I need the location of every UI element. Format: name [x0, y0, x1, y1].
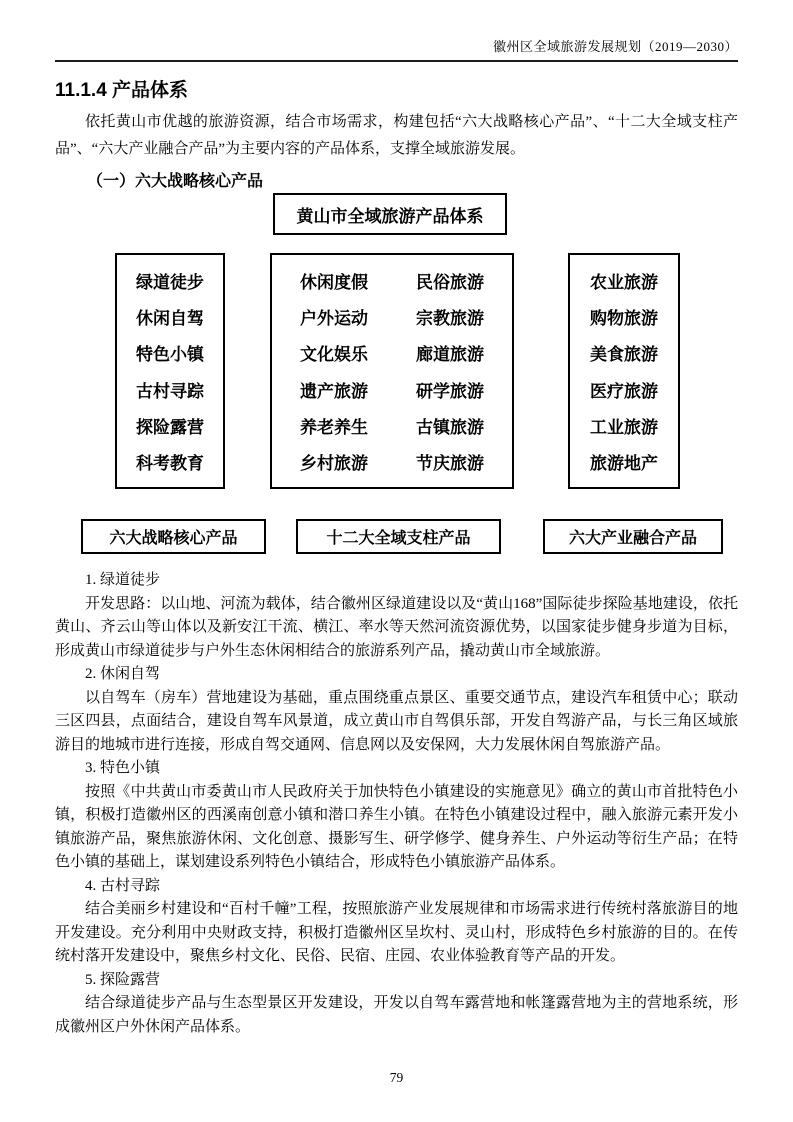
core-products-label-box	[81, 519, 266, 554]
diagram-item: 工业旅游	[590, 417, 658, 437]
diagram-item: 古镇旅游	[416, 417, 484, 437]
pillar-products-label-box	[296, 519, 501, 554]
section-1-text: 开发思路：以山地、河流为载体，结合徽州区绿道建设以及“黄山168”国际徒步探险基地建设，依托黄山、齐云山等山体以及新安江干流、横江、率水等天然河流资源优势，以国家徒步健身步道为目标，形成黄山市绿道徒步与户外生态休闲相结合的旅游系列产品，撬动黄山市全域旅游。	[55, 595, 738, 659]
header-divider	[55, 60, 738, 62]
page-header	[55, 0, 738, 55]
section-1-heading: 1. 绿道徒步	[85, 572, 161, 588]
diagram-item: 宗教旅游	[416, 308, 484, 328]
diagram-item: 研学旅游	[416, 381, 484, 401]
diagram-item: 节庆旅游	[416, 454, 484, 474]
section-2-text: 以自驾车（房车）营地建设为基础，重点围绕重点景区、重要交通节点，建设汽车租赁中心；联动三区四县，点面结合，建设自驾车风景道，成立黄山市自驾俱乐部，开发自驾游产品，与长三角区域旅游目的地城市进行连接，形成自驾交通网、信息网以及安保网，大力发展休闲自驾旅游产品。	[55, 689, 738, 753]
diagram-item: 科考教育	[136, 454, 204, 474]
diagram-item: 旅游地产	[590, 454, 658, 474]
diagram-item: 民俗旅游	[416, 272, 484, 292]
diagram-item: 购物旅游	[590, 308, 658, 328]
product-system-diagram	[55, 193, 738, 557]
diagram-item: 廊道旅游	[416, 345, 484, 365]
diagram-item: 养老养生	[300, 417, 368, 437]
page-number: 79	[389, 1070, 404, 1085]
section-2-heading: 2. 休闲自驾	[85, 666, 161, 682]
diagram-item: 医疗旅游	[590, 381, 658, 401]
diagram-item: 文化娱乐	[300, 345, 368, 365]
section-title: 11.1.4 产品体系	[55, 80, 189, 101]
diagram-item: 绿道徒步	[136, 272, 204, 292]
section-4-heading: 4. 古村寻踪	[85, 877, 161, 894]
diagram-item: 农业旅游	[590, 272, 658, 292]
diagram-label: 十二大全域支柱产品	[326, 530, 471, 547]
diagram-item: 美食旅游	[590, 345, 658, 365]
intro-paragraph: 依托黄山市优越的旅游资源，结合市场需求，构建包括“六大战略核心产品”、“十二大全域支柱产品”、“六大产业融合产品”为主要内容的产品体系，支撑全域旅游发展。	[55, 114, 738, 157]
diagram-item: 休闲自驾	[136, 308, 204, 328]
diagram-item: 特色小镇	[136, 345, 204, 365]
diagram-title-box	[273, 193, 507, 235]
subsection-title: （一）六大战略核心产品	[87, 173, 264, 190]
body-sections	[55, 569, 738, 1039]
pillar-products-box	[270, 253, 514, 489]
diagram-item: 乡村旅游	[300, 454, 368, 474]
fusion-products-box	[568, 253, 680, 489]
core-products-box	[115, 253, 225, 489]
diagram-label: 六大战略核心产品	[109, 530, 238, 547]
section-5-heading: 5. 探险露营	[85, 971, 161, 988]
diagram-item: 户外运动	[300, 308, 368, 328]
diagram-item: 探险露营	[136, 417, 204, 437]
diagram-title: 黄山市全域旅游产品体系	[296, 206, 484, 226]
header-title: 徽州区全域旅游发展规划（2019—2030）	[492, 39, 738, 54]
diagram-label: 六大产业融合产品	[568, 530, 697, 547]
diagram-item: 休闲度假	[300, 272, 368, 292]
section-4-text: 结合美丽乡村建设和“百村千幢”工程，按照旅游产业发展规律和市场需求进行传统村落旅游目的地开发建设。充分利用中央财政支持，积极打造徽州区呈坎村、灵山村，形成特色乡村旅游的目的。在传统村落开发建设中，聚焦乡村文化、民俗、民宿、庄园、农业体验教育等产品的开发。	[55, 901, 738, 964]
section-3-heading: 3. 特色小镇	[85, 760, 161, 776]
section-3-text: 按照《中共黄山市委黄山市人民政府关于加快特色小镇建设的实施意见》确立的黄山市首批特色小镇，积极打造徽州区的西溪南创意小镇和潜口养生小镇。在特色小镇建设过程中，融入旅游元素开发小镇旅游产品，聚焦旅游休闲、文化创意、摄影写生、研学修学、健身养生、户外运动等衍生产品；在特色小镇的基础上，谋划建设系列特色小镇结合，形成特色小镇旅游产品体系。	[55, 783, 738, 870]
diagram-item: 遗产旅游	[300, 381, 368, 401]
section-5-text: 结合绿道徒步产品与生态型景区开发建设，开发以自驾车露营地和帐篷露营地为主的营地系统，形成徽州区户外休闲产品体系。	[55, 995, 738, 1035]
fusion-products-label-box	[543, 519, 723, 554]
diagram-item: 古村寻踪	[136, 381, 204, 401]
